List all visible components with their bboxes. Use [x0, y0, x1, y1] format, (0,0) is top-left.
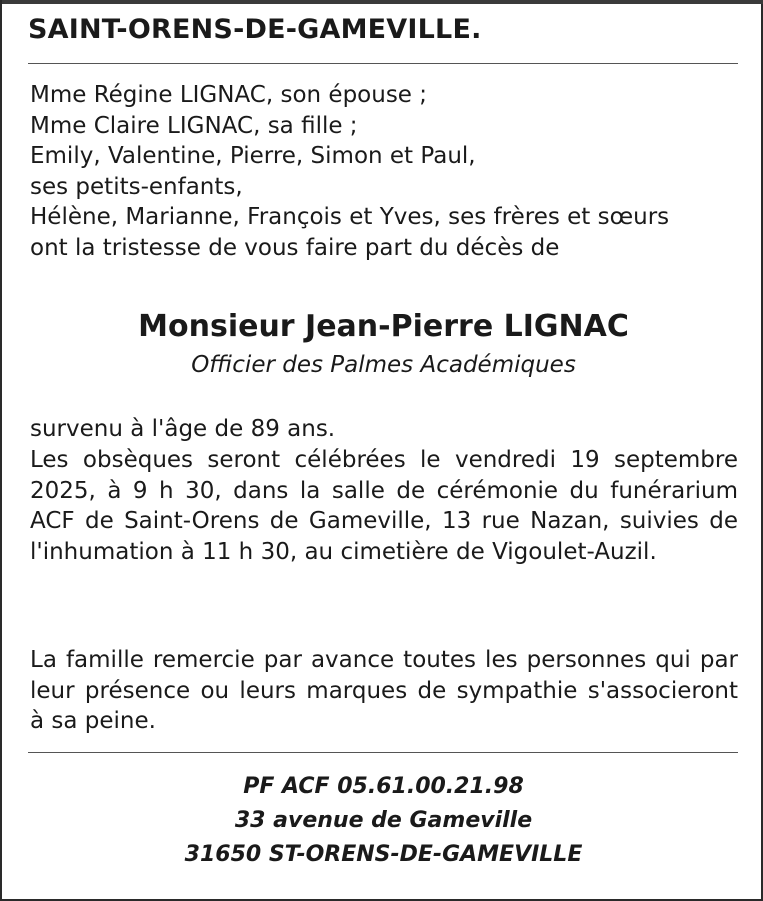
funeral-home-contact	[2, 770, 763, 872]
funeral-details-paragraph: Les obsèques seront célébrées le vendredi 19 septembre 2025, à 9 h 30, dans la salle de cérémonie du funérarium ACF de Saint-Orens de Gameville, 13 rue Nazan, suivies de l'inhumation à 11 h 30, au cimetière de Vigoulet-Auzil.	[30, 447, 738, 565]
funeral-home-city: 31650 ST-ORENS-DE-GAMEVILLE	[184, 842, 583, 867]
family-line: ses petits-enfants,	[30, 173, 243, 200]
family-line: ont la tristesse de vous faire part du décès de	[30, 234, 560, 261]
footer-divider	[28, 752, 738, 753]
funeral-home-phone: PF ACF 05.61.00.21.98	[243, 774, 524, 799]
family-line: Mme Claire LIGNAC, sa fille ;	[30, 112, 358, 139]
thanks-paragraph: La famille remercie par avance toutes les personnes qui par leur présence ou leurs marques de sympathie s'associeront à sa peine.	[30, 647, 738, 734]
town-heading: SAINT-ORENS-DE-GAMEVILLE.	[28, 14, 482, 45]
heading-divider	[28, 63, 738, 64]
age-paragraph: survenu à l'âge de 89 ans.	[30, 416, 336, 442]
top-border	[2, 0, 763, 4]
deceased-name: Monsieur Jean-Pierre LIGNAC	[138, 309, 629, 344]
family-line: Emily, Valentine, Pierre, Simon et Paul,	[30, 143, 476, 169]
deceased-honor: Officier des Palmes Académiques	[191, 352, 576, 378]
family-line: Mme Régine LIGNAC, son épouse ;	[30, 82, 428, 108]
funeral-home-address: 33 avenue de Gameville	[234, 808, 533, 833]
family-announcement	[30, 80, 742, 263]
family-line: Hélène, Marianne, François et Yves, ses frères et sœurs	[30, 204, 670, 230]
